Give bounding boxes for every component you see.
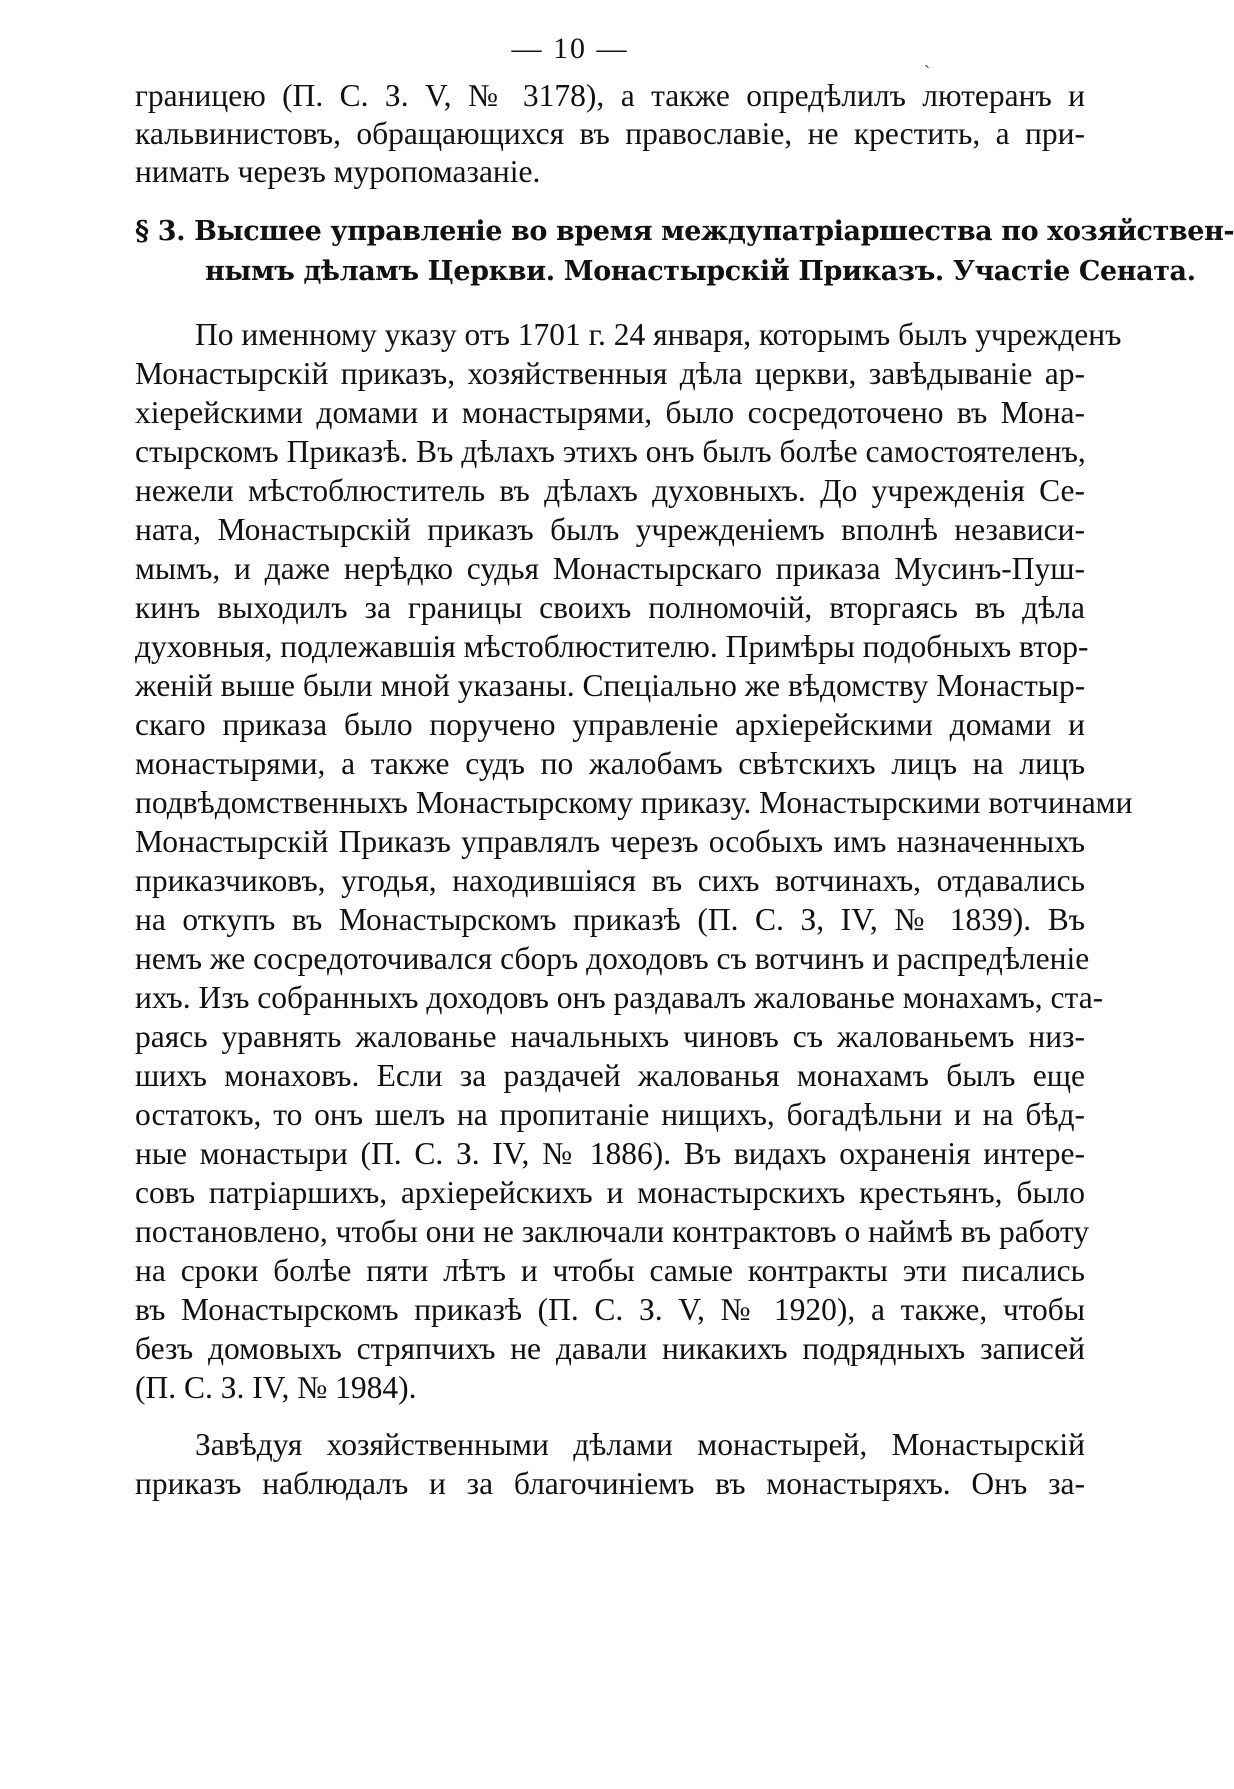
text-line: ные монастыри (П. С. З. IV, № 1886). Въ видахъ охраненія интере- [135,1136,1085,1171]
page-number: — 10 — [511,32,629,65]
section-heading-line: § 3. Высшее управленіе во время междупатріаршества по хозяйствен- [135,216,1234,247]
text-line: Монастырскій приказъ, хозяйственныя дѣла церкви, завѣдываніе ар- [135,356,1085,391]
text-line: безъ домовыхъ стряпчихъ не давали никакихъ подрядныхъ записей [135,1331,1085,1366]
text-line: ната, Монастырскій приказъ былъ учрежденіемъ вполнѣ независи- [135,512,1085,547]
text-line: остатокъ, то онъ шелъ на пропитаніе нищихъ, богадѣльни и на бѣд- [135,1097,1085,1132]
text-line: хіерейскими домами и монастырями, было сосредоточено въ Мона- [135,395,1085,430]
text-line: кальвинистовъ, обращающихся въ православіе, не крестить, а при- [135,116,1085,151]
text-line: подвѣдомственныхъ Монастырскому приказу. Монастырскими вотчинами [135,785,1133,820]
text-line: границею (П. С. З. V, № 3178), а также опредѣлилъ лютеранъ и [135,78,1085,113]
text-line: Монастырскій Приказъ управлялъ черезъ особыхъ имъ назначенныхъ [135,824,1085,859]
text-line: въ Монастырскомъ приказѣ (П. С. З. V, № 1920), а также, чтобы [135,1292,1085,1327]
text-line: По именному указу отъ 1701 г. 24 января, которымъ былъ учрежденъ [195,317,1122,352]
text-line: немъ же сосредоточивался сборъ доходовъ съ вотчинъ и распредѣленіе [135,941,1090,976]
section-heading-line: нымъ дѣламъ Церкви. Монастырскій Приказъ. Участіе Сената. [205,256,1196,287]
text-line: (П. С. З. IV, № 1984). [135,1370,417,1405]
text-line: нимать черезъ муропомазаніе. [135,154,541,189]
text-line: стырскомъ Приказѣ. Въ дѣлахъ этихъ онъ былъ болѣе самостоятеленъ, [135,434,1086,469]
text-line: нежели мѣстоблюститель въ дѣлахъ духовныхъ. До учрежденія Се- [135,473,1085,508]
text-line: на откупъ въ Монастырскомъ приказѣ (П. С. З, IV, № 1839). Въ [135,902,1085,937]
text-line: раясь уравнять жалованье начальныхъ чиновъ съ жалованьемъ низ- [135,1019,1085,1054]
text-line: постановлено, чтобы они не заключали контрактовъ о наймѣ въ работу [135,1214,1090,1249]
text-line: женій выше были мной указаны. Спеціально же вѣдомству Монастыр- [135,668,1086,703]
text-line: скаго приказа было поручено управленіе архіерейскими домами и [135,707,1085,742]
text-line: Завѣдуя хозяйственными дѣлами монастырей, Монастырскій [195,1427,1085,1462]
text-line: монастырями, а также судъ по жалобамъ свѣтскихъ лицъ на лицъ [135,746,1085,781]
text-line: ихъ. Изъ собранныхъ доходовъ онъ раздавалъ жалованье монахамъ, ста- [135,980,1104,1015]
text-line: приказъ наблюдалъ и за благочиніемъ въ монастыряхъ. Онъ за- [135,1466,1085,1501]
text-line: на сроки болѣе пяти лѣтъ и чтобы самые контракты эти писались [135,1253,1085,1288]
text-line: кинъ выходилъ за границы своихъ полномочій, вторгаясь въ дѣла [135,590,1085,625]
stray-print-mark: ` [924,62,930,82]
text-line: духовныя, подлежавшія мѣстоблюстителю. Примѣры подобныхъ втор- [135,629,1089,664]
text-line: мымъ, и даже нерѣдко судья Монастырскаго приказа Мусинъ-Пуш- [135,551,1085,586]
text-line: приказчиковъ, угодья, находившіяся въ сихъ вотчинахъ, отдавались [135,863,1085,898]
text-line: шихъ монаховъ. Если за раздачей жалованья монахамъ былъ еще [135,1058,1085,1093]
text-line: совъ патріаршихъ, архіерейскихъ и монастырскихъ крестьянъ, было [135,1175,1085,1210]
